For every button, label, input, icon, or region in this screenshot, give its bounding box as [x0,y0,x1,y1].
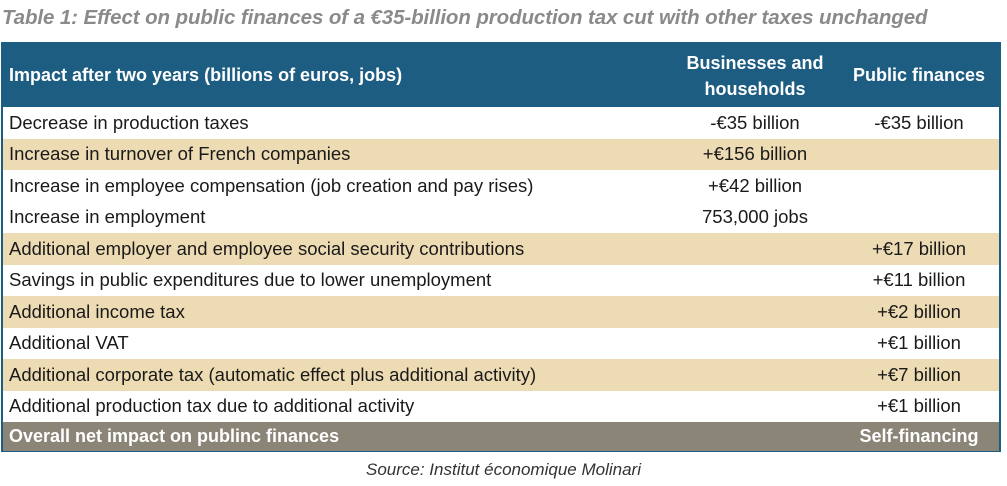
row-public-value: +€7 billion [877,363,961,385]
table-row [3,265,999,297]
row-label: Savings in public expenditures due to lower unemployment [9,269,492,291]
row-label: Additional employer and employee social security contributions [9,237,525,259]
table-row [3,296,999,328]
row-businesses-value: 753,000 jobs [702,206,808,228]
row-label: Increase in employment [9,206,206,228]
row-label: Additional income tax [9,300,185,322]
row-label: Increase in employee compensation (job creation and pay rises) [9,174,534,196]
header-businesses-households: Businesses and households [686,52,824,99]
header-impact: Impact after two years (billions of euros, jobs) [9,65,403,85]
row-public-value: +€17 billion [871,237,967,259]
row-public-value: +€2 billion [877,300,961,322]
header-public-finances: Public finances [852,65,986,85]
table-row [3,202,999,234]
row-label: Additional VAT [9,332,129,354]
table-row [3,170,999,202]
source-note: Source: Institut économique Molinari [366,460,641,479]
table-row [3,107,999,139]
row-public-value: +€11 billion [872,269,966,291]
row-label: Decrease in production taxes [9,111,249,133]
footer-label: Overall net impact on publinc finances [9,426,340,446]
footer-public-value: Self-financing [859,426,979,446]
table-row [3,328,999,360]
table-row [3,391,999,423]
row-public-value: +€1 billion [877,332,961,354]
row-label: Additional production tax due to additional activity [9,395,415,417]
row-businesses-value: +€42 billion [707,174,803,196]
row-businesses-value: +€156 billion [702,143,808,165]
row-label: Additional corporate tax (automatic effect plus additional activity) [9,363,537,385]
row-label: Increase in turnover of French companies [9,143,351,165]
table-row [3,139,999,171]
table-caption: Table 1: Effect on public finances of a €35-billion production tax cut with other taxes unchanged [2,6,928,29]
row-public-value: +€1 billion [877,395,961,417]
table-row [3,233,999,265]
table-header-row [3,44,999,107]
row-businesses-value: -€35 billion [710,111,800,133]
table-row [3,359,999,391]
impact-table [1,42,1001,452]
table-footer-row [3,422,999,451]
row-public-value: -€35 billion [874,111,964,133]
